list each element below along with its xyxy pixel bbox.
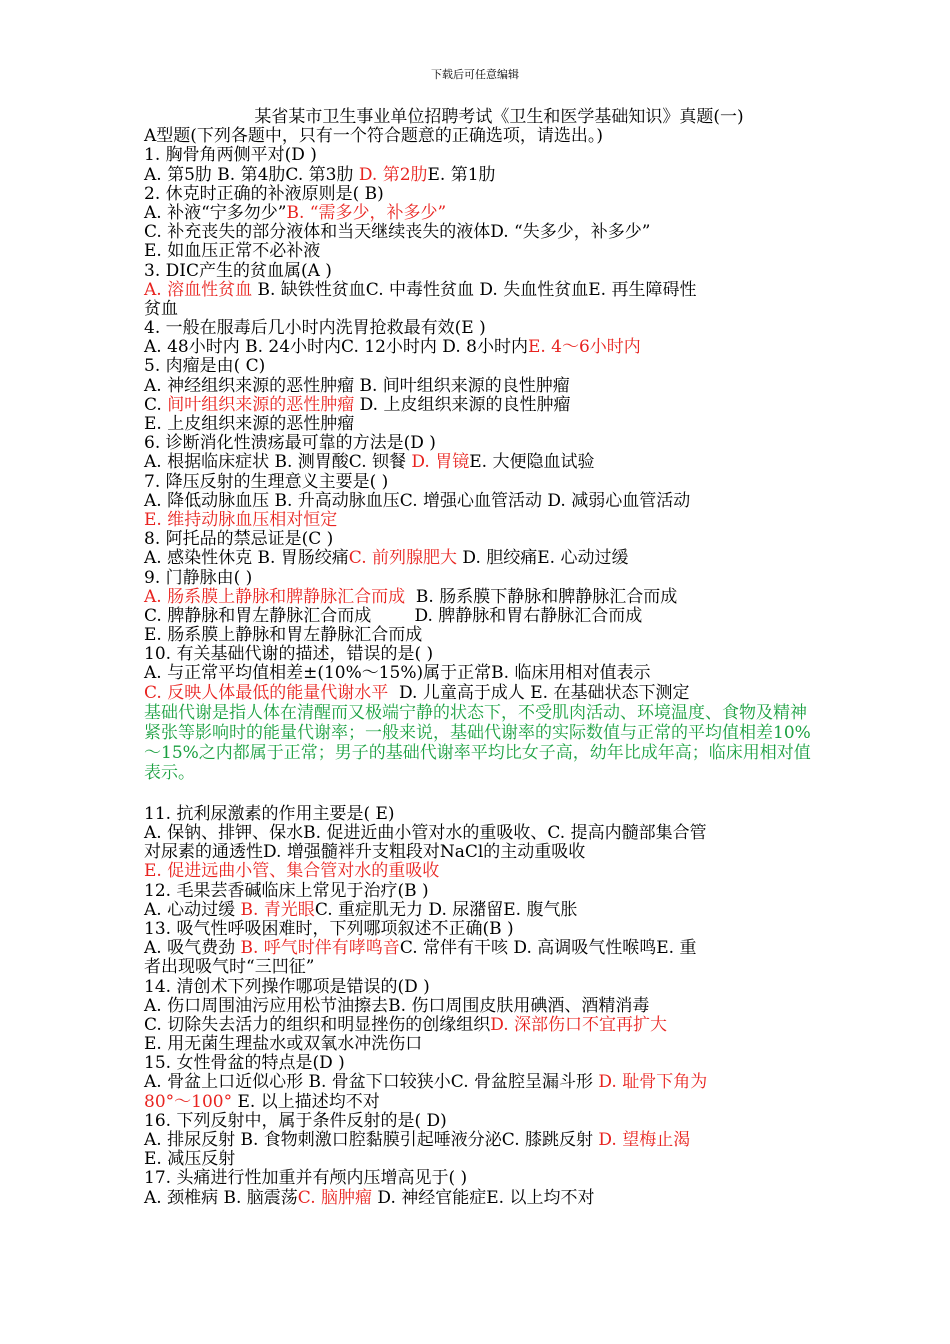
- document-body: [144, 108, 824, 1208]
- question-stem: 14. 清创术下列操作哪项是错误的(D ): [144, 976, 430, 997]
- question-stem: 4. 一般在服毒后几小时内洗胃抢救最有效(E ): [144, 318, 486, 339]
- question-options: E. 肠系膜上静脉和胃左静脉汇合而成: [144, 625, 423, 646]
- correct-answer: E. 促进远曲小管、集合管对水的重吸收: [144, 861, 440, 882]
- correct-answer: C. 反映人体最低的能量代谢水平: [144, 682, 389, 703]
- document-title: 某省某市卫生事业单位招聘考试《卫生和医学基础知识》真题(一): [254, 107, 744, 127]
- question-stem: 10. 有关基础代谢的描述，错误的是( ): [144, 644, 434, 665]
- question-options: A. 降低动脉血压 B. 升高动脉血压C. 增强心血管活动 D. 减弱心血管活动: [144, 490, 691, 511]
- correct-answer: B. 青光眼: [240, 899, 315, 920]
- question-options: E. 用无菌生理盐水或双氧水冲洗伤口: [144, 1034, 423, 1055]
- correct-answer: 80°～100°: [144, 1091, 233, 1112]
- spacer: [144, 783, 824, 805]
- question-stem: 16. 下列反射中，属于条件反射的是( D): [144, 1110, 447, 1131]
- correct-answer: D. 胃镜: [411, 452, 470, 473]
- correct-answer: A. 肠系膜上静脉和脾静脉汇合而成: [144, 586, 406, 607]
- question-options: C. 脾静脉和胃左静脉汇合而成 D. 脾静脉和胃右静脉汇合而成: [144, 605, 643, 626]
- question-stem: 2. 休克时正确的补液原则是( B): [144, 183, 384, 204]
- question-options: C. 切除失去活力的组织和明显挫伤的创缘组织D. 深部伤口不宜再扩大: [144, 1014, 668, 1035]
- question-options: A. 第5肋 B. 第4肋C. 第3肋 D. 第2肋E. 第1肋: [144, 164, 496, 185]
- question-stem: 7. 降压反射的生理意义主要是( ): [144, 471, 389, 492]
- question-stem: 12. 毛果芸香碱临床上常见于治疗(B ): [144, 880, 429, 901]
- correct-answer: B. 呼气时伴有哮鸣音: [240, 938, 400, 959]
- question-options: C. 补充丧失的部分液体和当天继续丧失的液体D. “失多少，补多少”: [144, 222, 651, 243]
- correct-answer: A. 溶血性贫血: [144, 279, 253, 300]
- question-options: A. 溶血性贫血 B. 缺铁性贫血C. 中毒性贫血 D. 失血性贫血E. 再生障碍性: [144, 279, 697, 300]
- question-stem: 11. 抗利尿激素的作用主要是( E): [144, 803, 395, 824]
- question-options: A. 与正常平均值相差±(10%～15%)属于正常B. 临床用相对值表示: [144, 663, 651, 684]
- question-options: 对尿素的通透性D. 增强髓袢升支粗段对NaCl的主动重吸收: [144, 842, 586, 863]
- question-stem: 8. 阿托品的禁忌证是(C ): [144, 529, 334, 550]
- correct-answer: B. “需多少，补多少”: [286, 202, 447, 223]
- question-options: A. 感染性休克 B. 胃肠绞痛C. 前列腺肥大 D. 胆绞痛E. 心动过缓: [144, 548, 629, 569]
- question-options: A. 肠系膜上静脉和脾静脉汇合而成 B. 肠系膜下静脉和脾静脉汇合而成: [144, 586, 678, 607]
- question-options: 贫血: [144, 298, 178, 319]
- question-options: E. 减压反射: [144, 1149, 236, 1170]
- correct-answer: C. 脑肿瘤: [297, 1187, 373, 1208]
- question-options: C. 间叶组织来源的恶性肿瘤 D. 上皮组织来源的良性肿瘤: [144, 394, 571, 415]
- question-options: A. 排尿反射 B. 食物刺激口腔黏膜引起唾液分泌C. 膝跳反射 D. 望梅止渴: [144, 1130, 691, 1150]
- question-options: A. 颈椎病 B. 脑震荡C. 脑肿瘤 D. 神经官能症E. 以上均不对: [144, 1187, 595, 1208]
- question-options: E. 如血压正常不必补液: [144, 241, 321, 262]
- question-stem: 17. 头痛进行性加重并有颅内压增高见于( ): [144, 1168, 468, 1189]
- correct-answer: E. 4～6小时内: [527, 337, 641, 358]
- correct-answer: E. 维持动脉血压相对恒定: [144, 509, 338, 530]
- question-options: 者出现吸气时“三凹征”: [144, 957, 315, 978]
- correct-answer: D. 耻骨下角为: [598, 1072, 708, 1093]
- question-stem: 3. DIC产生的贫血属(A ): [144, 260, 332, 281]
- question-stem: 5. 肉瘤是由( C): [144, 356, 266, 377]
- correct-answer: 间叶组织来源的恶性肿瘤: [167, 394, 355, 415]
- question-options: A. 骨盆上口近似心形 B. 骨盆下口较狭小C. 骨盆腔呈漏斗形 D. 耻骨下角为: [144, 1072, 708, 1093]
- question-options: A. 神经组织来源的恶性肿瘤 B. 间叶组织来源的良性肿瘤: [144, 375, 570, 396]
- question-stem: 1. 胸骨角两侧平对(D ): [144, 145, 317, 166]
- page-header: 下载后可任意编辑: [431, 68, 519, 81]
- question-options: C. 反映人体最低的能量代谢水平 D. 儿童高于成人 E. 在基础状态下测定: [144, 682, 690, 703]
- question-options: A. 根据临床症状 B. 测胃酸C. 钡餐 D. 胃镜E. 大便隐血试验: [144, 452, 595, 473]
- question-options: A. 心动过缓 B. 青光眼C. 重症肌无力 D. 尿潴留E. 腹气胀: [144, 899, 578, 920]
- question-stem: 6. 诊断消化性溃疡最可靠的方法是(D ): [144, 433, 436, 454]
- correct-answer: C. 前列腺肥大: [348, 548, 458, 569]
- question-options: A. 吸气费劲 B. 呼气时伴有哮鸣音C. 常伴有干咳 D. 高调吸气性喉鸣E. 重: [144, 938, 697, 959]
- section-intro: A型题(下列各题中，只有一个符合题意的正确选项，请选出。): [144, 126, 604, 147]
- question-options: A. 保钠、排钾、保水B. 促进近曲小管对水的重吸收、C. 提高内髓部集合管: [144, 823, 707, 843]
- correct-answer: D. 第2肋: [358, 164, 428, 185]
- question-options: E. 上皮组织来源的恶性肿瘤: [144, 414, 355, 434]
- question-options: A. 48小时内 B. 24小时内C. 12小时内 D. 8小时内E. 4～6小时内: [144, 337, 641, 358]
- correct-answer: D. 望梅止渴: [598, 1130, 691, 1150]
- question-options: 80°～100° E. 以上描述均不对: [144, 1091, 380, 1112]
- question-stem: 15. 女性骨盆的特点是(D ): [144, 1053, 345, 1074]
- question-stem: 13. 吸气性呼吸困难时，下列哪项叙述不正确(B ): [144, 918, 514, 939]
- explanation-note: 基础代谢是指人体在清醒而又极端宁静的状态下，不受肌肉活动、环境温度、食物及精神紧张等影响时的能量代谢率；一般来说，基础代谢率的实际数值与正常的平均值相差10%～15%之内都属于正常；男子的基础代谢率平均比女子高，幼年比成年高；临床用相对值表示。: [144, 702, 811, 783]
- question-stem: 9. 门静脉由( ): [144, 567, 253, 588]
- question-options: A. 伤口周围油污应用松节油擦去B. 伤口周围皮肤用碘酒、酒精消毒: [144, 995, 650, 1016]
- correct-answer: D. 深部伤口不宜再扩大: [490, 1014, 668, 1035]
- question-options: A. 补液“宁多勿少”B. “需多少，补多少”: [144, 202, 447, 223]
